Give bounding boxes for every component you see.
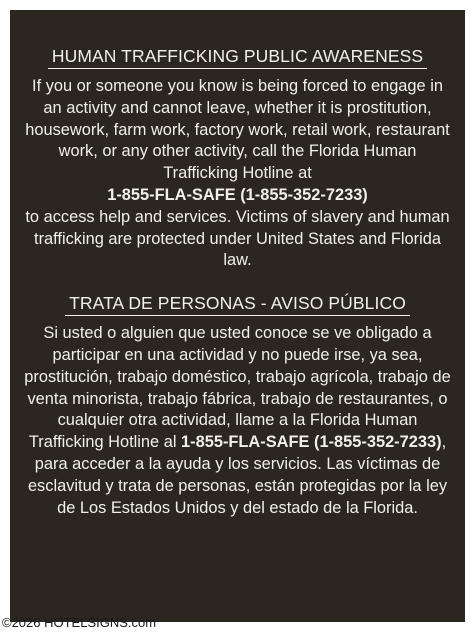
spanish-outro: , para acceder a la ayuda y los servicios. Las víctimas de esclavitud y trata de personas, están protegidas por la ley de Los Estados Unidos y del estado de la Florida. [27,433,448,517]
spanish-section [24,293,451,519]
trafficking-awareness-sign [10,10,465,622]
spanish-hotline-number: 1-855-FLA-SAFE (1-855-352-7233) [181,433,442,452]
spanish-body [24,323,451,519]
english-body [24,76,451,272]
english-intro: If you or someone you know is being forced to engage in an activity and cannot leave, whether it is prostitution, housework, farm work, factory work, retail work, restaurant work, or any other activity, call the Florida Human Trafficking Hotline at [25,77,450,183]
spanish-heading: TRATA DE PERSONAS - AVISO PÚBLICO [65,293,410,316]
english-outro: to access help and services. Victims of slavery and human trafficking are protected under United States and Florida law. [25,207,450,270]
english-section [24,46,451,272]
copyright-notice: ©2026 HOTELSIGNS.com [2,615,157,630]
english-heading: HUMAN TRAFFICKING PUBLIC AWARENESS [48,46,427,69]
spanish-intro: Si usted o alguien que usted conoce se ve obligado a participar en una actividad y no puede irse, ya sea, prostitución, trabajo doméstico, trabajo agrícola, trabajo de venta minorista, trabajo fábrica, trabajo de restaurantes, o cualquier otra actividad, llame a la Florida Human Trafficking Hotline al [24,324,451,452]
english-hotline-number: 1-855-FLA-SAFE (1-855-352-7233) [107,185,368,204]
